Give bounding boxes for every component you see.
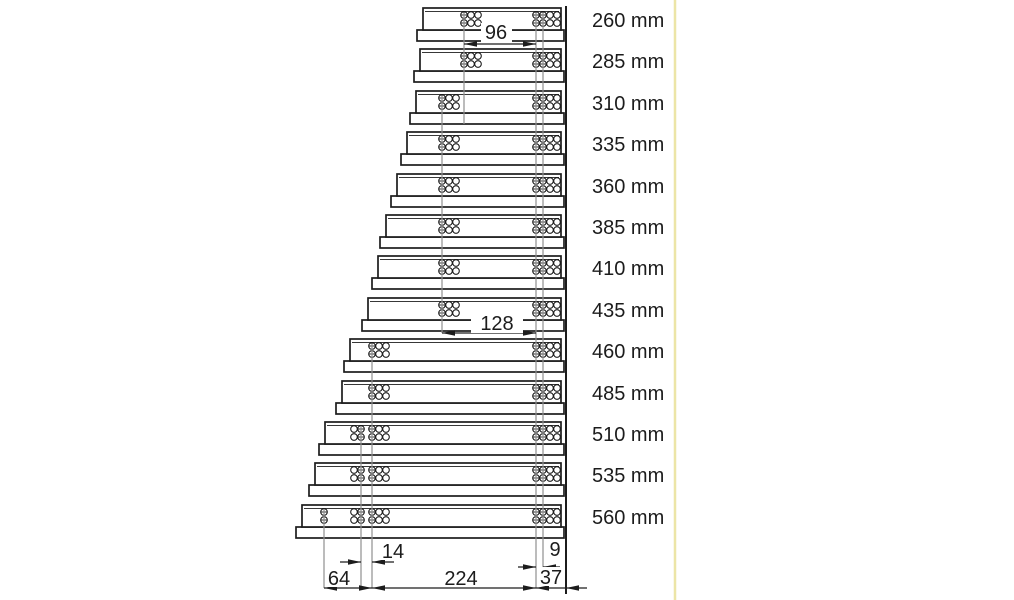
hole-icon bbox=[376, 393, 383, 400]
rail-flange bbox=[372, 278, 564, 289]
hole-icon bbox=[554, 219, 561, 226]
rail-length-label: 360 mm bbox=[592, 176, 665, 198]
hole-icon bbox=[547, 20, 554, 27]
hole-icon bbox=[547, 268, 554, 275]
rail-560mm bbox=[296, 505, 564, 538]
hole-icon bbox=[554, 53, 561, 60]
hole-icon bbox=[453, 103, 460, 110]
hole-icon bbox=[351, 426, 358, 433]
rail-flange bbox=[410, 113, 564, 124]
hole-icon bbox=[383, 343, 390, 350]
hole-icon bbox=[554, 12, 561, 19]
hole-icon bbox=[446, 178, 453, 185]
hole-icon bbox=[383, 475, 390, 482]
hole-icon bbox=[547, 310, 554, 317]
hole-icon bbox=[554, 178, 561, 185]
rail-flange bbox=[336, 403, 564, 414]
hole-icon bbox=[453, 310, 460, 317]
rail-flange bbox=[401, 154, 564, 165]
hole-icon bbox=[453, 186, 460, 193]
hole-icon bbox=[547, 509, 554, 516]
hole-icon bbox=[468, 53, 475, 60]
arrowhead-icon bbox=[523, 585, 536, 590]
hole-icon bbox=[475, 53, 482, 60]
hole-icon bbox=[554, 426, 561, 433]
hole-icon bbox=[554, 302, 561, 309]
hole-icon bbox=[376, 509, 383, 516]
hole-icon bbox=[554, 517, 561, 524]
arrowhead-icon bbox=[464, 41, 477, 46]
hole-icon bbox=[453, 178, 460, 185]
hole-icon bbox=[547, 260, 554, 267]
rail-flange bbox=[362, 320, 564, 331]
arrowhead-icon bbox=[359, 585, 372, 590]
rail-435mm bbox=[362, 298, 564, 331]
rail-310mm bbox=[410, 91, 564, 124]
hole-icon bbox=[446, 103, 453, 110]
hole-icon bbox=[547, 467, 554, 474]
hole-icon bbox=[547, 434, 554, 441]
hole-icon bbox=[453, 144, 460, 151]
hole-icon bbox=[475, 12, 482, 19]
dimension-label-96: 96 bbox=[484, 22, 508, 44]
hole-icon bbox=[554, 260, 561, 267]
hole-icon bbox=[554, 385, 561, 392]
hole-icon bbox=[376, 426, 383, 433]
hole-icon bbox=[547, 227, 554, 234]
hole-icon bbox=[453, 260, 460, 267]
hole-icon bbox=[547, 393, 554, 400]
hole-icon bbox=[554, 136, 561, 143]
rail-535mm bbox=[309, 463, 564, 496]
rail-length-label: 460 mm bbox=[592, 341, 665, 363]
rail-335mm bbox=[401, 132, 564, 165]
hole-icon bbox=[376, 385, 383, 392]
hole-icon bbox=[383, 434, 390, 441]
hole-icon bbox=[376, 467, 383, 474]
hole-icon bbox=[468, 12, 475, 19]
hole-icon bbox=[547, 351, 554, 358]
hole-icon bbox=[475, 61, 482, 68]
hole-icon bbox=[554, 434, 561, 441]
hole-icon bbox=[547, 103, 554, 110]
hole-icon bbox=[547, 343, 554, 350]
rail-length-label: 260 mm bbox=[592, 10, 665, 32]
hole-icon bbox=[376, 517, 383, 524]
hole-icon bbox=[446, 310, 453, 317]
hole-icon bbox=[554, 227, 561, 234]
arrowhead-icon bbox=[523, 564, 536, 569]
hole-icon bbox=[376, 343, 383, 350]
hole-icon bbox=[453, 95, 460, 102]
rail-length-label: 510 mm bbox=[592, 424, 665, 446]
rail-485mm bbox=[336, 381, 564, 414]
hole-icon bbox=[468, 61, 475, 68]
hole-icon bbox=[383, 467, 390, 474]
hole-icon bbox=[547, 61, 554, 68]
arrowhead-icon bbox=[566, 585, 579, 590]
hole-icon bbox=[547, 95, 554, 102]
hole-icon bbox=[547, 144, 554, 151]
hole-icon bbox=[554, 393, 561, 400]
hole-icon bbox=[446, 227, 453, 234]
rail-length-label: 285 mm bbox=[592, 51, 665, 73]
dimension-label-37: 37 bbox=[539, 567, 563, 589]
rail-length-label: 335 mm bbox=[592, 134, 665, 156]
rail-length-label: 410 mm bbox=[592, 258, 665, 280]
hole-icon bbox=[446, 268, 453, 275]
rail-flange bbox=[309, 485, 564, 496]
hole-icon bbox=[547, 385, 554, 392]
rail-360mm bbox=[391, 174, 564, 207]
hole-icon bbox=[351, 517, 358, 524]
hole-icon bbox=[554, 475, 561, 482]
dimension-label-128: 128 bbox=[480, 313, 514, 335]
rail-length-label: 310 mm bbox=[592, 93, 665, 115]
hole-icon bbox=[351, 509, 358, 516]
hole-icon bbox=[468, 20, 475, 27]
hole-icon bbox=[554, 310, 561, 317]
hole-icon bbox=[554, 144, 561, 151]
rail-flange bbox=[319, 444, 564, 455]
hole-icon bbox=[547, 426, 554, 433]
hole-icon bbox=[383, 509, 390, 516]
hole-icon bbox=[547, 302, 554, 309]
hole-icon bbox=[446, 260, 453, 267]
hole-icon bbox=[446, 186, 453, 193]
hole-icon bbox=[446, 136, 453, 143]
rail-510mm bbox=[319, 422, 564, 455]
rail-flange bbox=[391, 196, 564, 207]
hole-icon bbox=[547, 186, 554, 193]
rail-length-label: 385 mm bbox=[592, 217, 665, 239]
dimension-label-64: 64 bbox=[327, 568, 351, 590]
hole-icon bbox=[453, 136, 460, 143]
hole-icon bbox=[554, 103, 561, 110]
rail-flange bbox=[414, 71, 564, 82]
hole-icon bbox=[554, 20, 561, 27]
hole-icon bbox=[554, 509, 561, 516]
hole-icon bbox=[554, 186, 561, 193]
hole-icon bbox=[547, 475, 554, 482]
rail-length-label: 485 mm bbox=[592, 383, 665, 405]
hole-icon bbox=[351, 434, 358, 441]
hole-icon bbox=[446, 302, 453, 309]
arrowhead-icon bbox=[523, 41, 536, 46]
hole-icon bbox=[351, 467, 358, 474]
hole-icon bbox=[554, 343, 561, 350]
hole-icon bbox=[383, 393, 390, 400]
hole-icon bbox=[453, 219, 460, 226]
hole-icon bbox=[475, 20, 482, 27]
hole-icon bbox=[554, 61, 561, 68]
rail-460mm bbox=[344, 339, 564, 372]
hole-icon bbox=[376, 351, 383, 358]
hole-icon bbox=[446, 219, 453, 226]
hole-icon bbox=[453, 268, 460, 275]
dimension-label-9: 9 bbox=[549, 539, 561, 561]
hole-icon bbox=[446, 144, 453, 151]
rail-285mm bbox=[414, 49, 564, 82]
rail-410mm bbox=[372, 256, 564, 289]
hole-icon bbox=[554, 351, 561, 358]
hole-icon bbox=[554, 467, 561, 474]
hole-icon bbox=[376, 434, 383, 441]
rail-length-label: 560 mm bbox=[592, 507, 665, 529]
hole-icon bbox=[554, 95, 561, 102]
hole-icon bbox=[547, 136, 554, 143]
hole-icon bbox=[383, 517, 390, 524]
hole-icon bbox=[383, 426, 390, 433]
dimension-label-224: 224 bbox=[444, 568, 478, 590]
rail-length-label: 535 mm bbox=[592, 465, 665, 487]
hole-icon bbox=[376, 475, 383, 482]
rail-length-label: 435 mm bbox=[592, 300, 665, 322]
hole-icon bbox=[554, 268, 561, 275]
hole-icon bbox=[547, 12, 554, 19]
rail-flange bbox=[296, 527, 564, 538]
hole-icon bbox=[351, 475, 358, 482]
hole-icon bbox=[383, 351, 390, 358]
hole-icon bbox=[547, 219, 554, 226]
hole-icon bbox=[383, 385, 390, 392]
hole-icon bbox=[453, 302, 460, 309]
rail-flange bbox=[344, 361, 564, 372]
arrowhead-icon bbox=[348, 559, 361, 564]
hole-icon bbox=[547, 53, 554, 60]
dimension-label-14: 14 bbox=[381, 541, 405, 563]
hole-icon bbox=[547, 178, 554, 185]
hole-icon bbox=[547, 517, 554, 524]
rails bbox=[296, 8, 564, 538]
hole-icon bbox=[453, 227, 460, 234]
hole-icon bbox=[446, 95, 453, 102]
arrowhead-icon bbox=[372, 585, 385, 590]
